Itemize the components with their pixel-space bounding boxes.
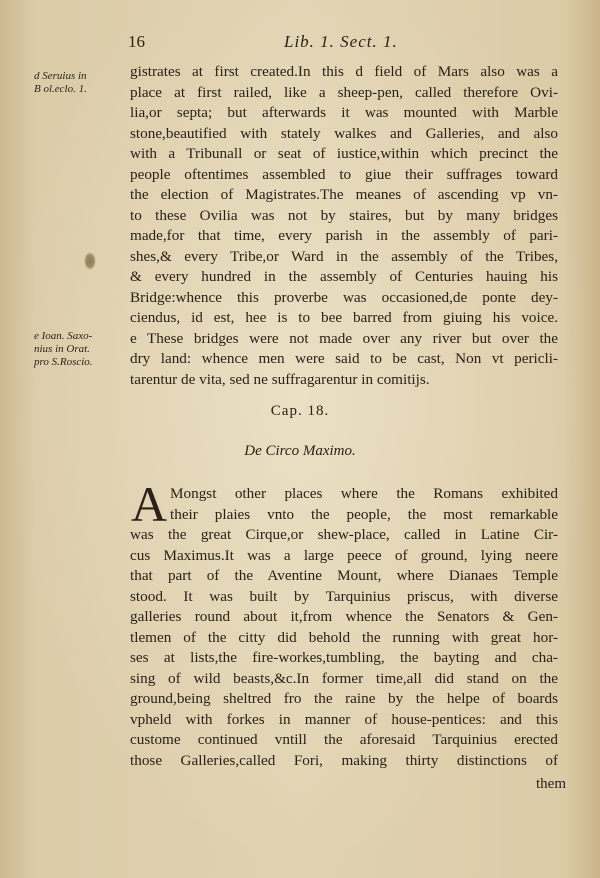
page-number: 16 — [128, 32, 145, 51]
margin-note-line: e Ioan. Saxo- — [34, 330, 93, 342]
margin-note-line: pro S.Roscio. — [34, 356, 93, 368]
margin-note-line: d Seruius in — [34, 70, 87, 82]
body-text-section-1 — [130, 62, 558, 390]
text-line: that part of the Aventine Mount, where Dianaes Temple — [130, 567, 558, 584]
margin-note-d — [34, 70, 126, 96]
text-line: gistrates at first created.In this d field of Mars also was a — [130, 63, 558, 80]
text-line: to these Ovilia was not by staires, but by many bridges — [130, 206, 558, 224]
text-line: ciendus, id est, hee is to bee barred from giuing his voice. — [130, 309, 558, 326]
text-line: Bridge:whence this proverbe was occasioned,de ponte dey- — [130, 288, 558, 306]
text-line: stone,beautified with stately walkes and Galleries, and also — [130, 124, 558, 142]
text-line: stood. It was built by Tarquinius priscus, with diverse — [130, 587, 558, 605]
margin-note-line: B ol.eclo. 1. — [34, 83, 87, 95]
ink-blot — [84, 252, 96, 270]
text-line: custome continued vntill the aforesaid Tarquinius erected — [130, 731, 558, 748]
text-line: the election of Magistrates.The meanes of ascending vp vn- — [130, 186, 558, 203]
text-line: tarentur de vita, sed ne suffragarentur in comitijs. — [130, 370, 430, 388]
text-line: Mongst other places where the Romans exhibited — [170, 485, 558, 502]
text-line: sing of wild beasts,&c.In former time,all did stand on the — [130, 669, 558, 687]
text-line: place at first railed, like a sheep-pen, called therefore Ovi- — [130, 83, 558, 101]
text-line: those Galleries,called Fori, making thirty distinctions of — [130, 751, 558, 769]
page-header — [0, 32, 600, 56]
text-line: ses at lists,the fire-workes,tumbling, the bayting and cha- — [130, 649, 558, 666]
text-line: tlemen of the citty did behold the running with great hor- — [130, 628, 558, 646]
text-line: was the great Cirque,or shew-place, called in Latine Cir- — [130, 526, 558, 543]
body-text-section-2b — [130, 525, 558, 771]
text-line: & every hundred in the assembly of Centuries hauing his — [130, 268, 558, 285]
catchword: them — [536, 776, 566, 792]
text-line: people oftentimes assembled to giue their suffrages toward — [130, 165, 558, 183]
text-line: cus Maximus.It was a large peece of ground, lying neere — [130, 546, 558, 564]
running-head: Lib. 1. Sect. 1. — [284, 32, 398, 51]
text-line: shes,& every Tribe,or Ward in the assembly of the Tribes, — [130, 247, 558, 265]
text-line: made,for that time, every parish in the assembly of pari- — [130, 227, 558, 244]
body-text-section-2a — [170, 484, 558, 525]
margin-note-e — [34, 330, 126, 369]
text-line: with a Tribunall or seat of iustice,within which precinct the — [130, 145, 558, 162]
text-line: vpheld with forkes in manner of house-pentices: and this — [130, 710, 558, 728]
text-line: e These bridges were not made over any river but over the — [130, 329, 558, 347]
text-line: their plaies vnto the people, the most remarkable — [170, 505, 558, 523]
drop-cap: A — [131, 476, 168, 532]
chapter-subtitle: De Circo Maximo. — [244, 443, 356, 459]
text-line: dry land: whence men were said to be cast, Non vt pericli- — [130, 350, 558, 367]
text-line: lia,or septa; but afterwards it was mounted with Marble — [130, 104, 558, 121]
text-line: ground,being sheltred fro the raine by the helpe of boards — [130, 690, 558, 707]
text-line: galleries round about it,from whence the Senators & Gen- — [130, 608, 558, 625]
margin-note-line: nius in Orat. — [34, 343, 90, 355]
chapter-heading: Cap. 18. — [270, 403, 330, 419]
